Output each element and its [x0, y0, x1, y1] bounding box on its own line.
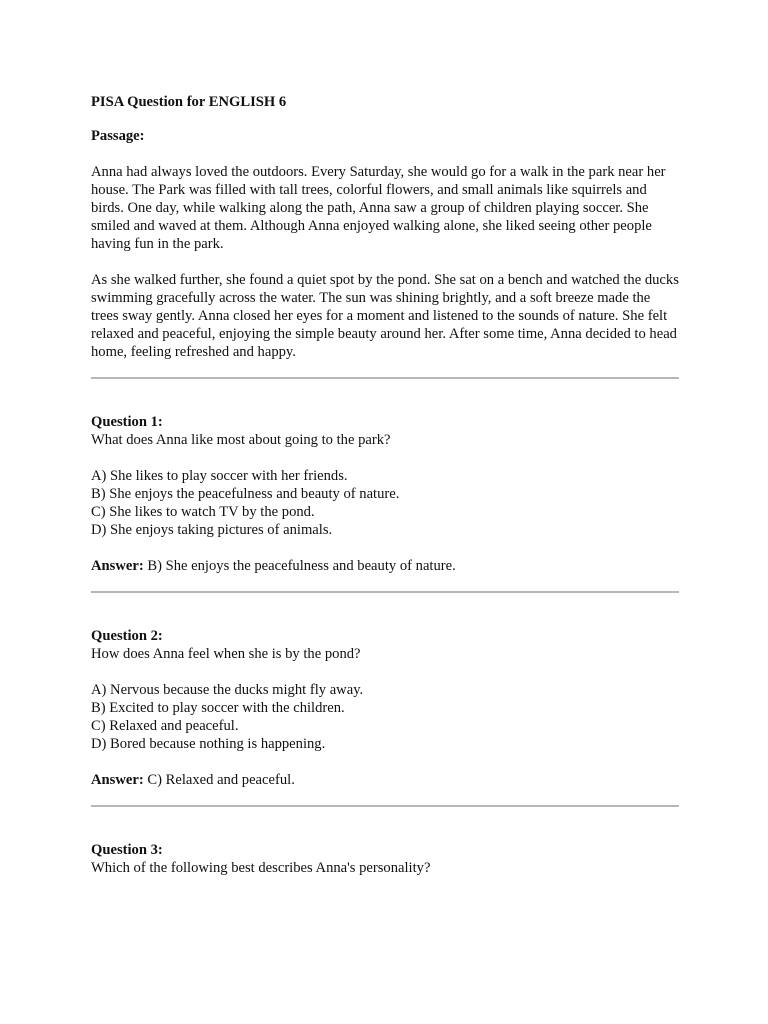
answer-line	[91, 557, 681, 575]
question-title: Question 1:	[91, 414, 163, 430]
document-title: PISA Question for ENGLISH 6	[91, 94, 287, 110]
option-a: A) She likes to play soccer with her friends.	[91, 468, 348, 484]
question-text: Which of the following best describes Anna's personality?	[91, 860, 431, 876]
question-text: What does Anna like most about going to the park?	[91, 432, 391, 448]
option-a: A) Nervous because the ducks might fly away.	[91, 682, 364, 698]
option-d: D) She enjoys taking pictures of animals.	[91, 522, 333, 538]
question-title: Question 3:	[91, 842, 163, 858]
question-text: How does Anna feel when she is by the pond?	[91, 646, 361, 662]
document-page	[91, 93, 681, 877]
question-block-2	[91, 627, 681, 789]
divider	[91, 377, 679, 379]
answer-label: Answer:	[91, 558, 144, 574]
passage-label: Passage:	[91, 128, 145, 144]
option-b: B) Excited to play soccer with the children.	[91, 700, 345, 716]
passage-paragraph-1: Anna had always loved the outdoors. Every Saturday, she would go for a walk in the park near her house. The Park was filled with tall trees, colorful flowers, and small animals like squirrels and birds. One day, while walking along the path, Anna saw a group of children playing soccer. She smiled and waved at them. Although Anna enjoyed walking alone, she liked seeing other people having fun in the park.	[91, 164, 666, 252]
question-block-3	[91, 841, 681, 877]
answer-label: Answer:	[91, 772, 144, 788]
divider	[91, 591, 679, 593]
divider	[91, 805, 679, 807]
passage-paragraph-2: As she walked further, she found a quiet spot by the pond. She sat on a bench and watched the ducks swimming gracefully across the water. The sun was shining brightly, and a soft breeze made the trees sway gently. Anna closed her eyes for a moment and listened to the sounds of nature. She felt relaxed and peaceful, enjoying the simple beauty around her. After some time, Anna decided to head home, feeling refreshed and happy.	[91, 272, 679, 360]
option-b: B) She enjoys the peacefulness and beauty of nature.	[91, 486, 400, 502]
option-d: D) Bored because nothing is happening.	[91, 736, 326, 752]
answer-options	[91, 681, 681, 753]
answer-text: B) She enjoys the peacefulness and beauty of nature.	[147, 558, 456, 574]
answer-text: C) Relaxed and peaceful.	[147, 772, 295, 788]
question-block-1	[91, 413, 681, 575]
option-c: C) She likes to watch TV by the pond.	[91, 504, 315, 520]
option-c: C) Relaxed and peaceful.	[91, 718, 239, 734]
answer-line	[91, 771, 681, 789]
answer-options	[91, 467, 681, 539]
question-title: Question 2:	[91, 628, 163, 644]
